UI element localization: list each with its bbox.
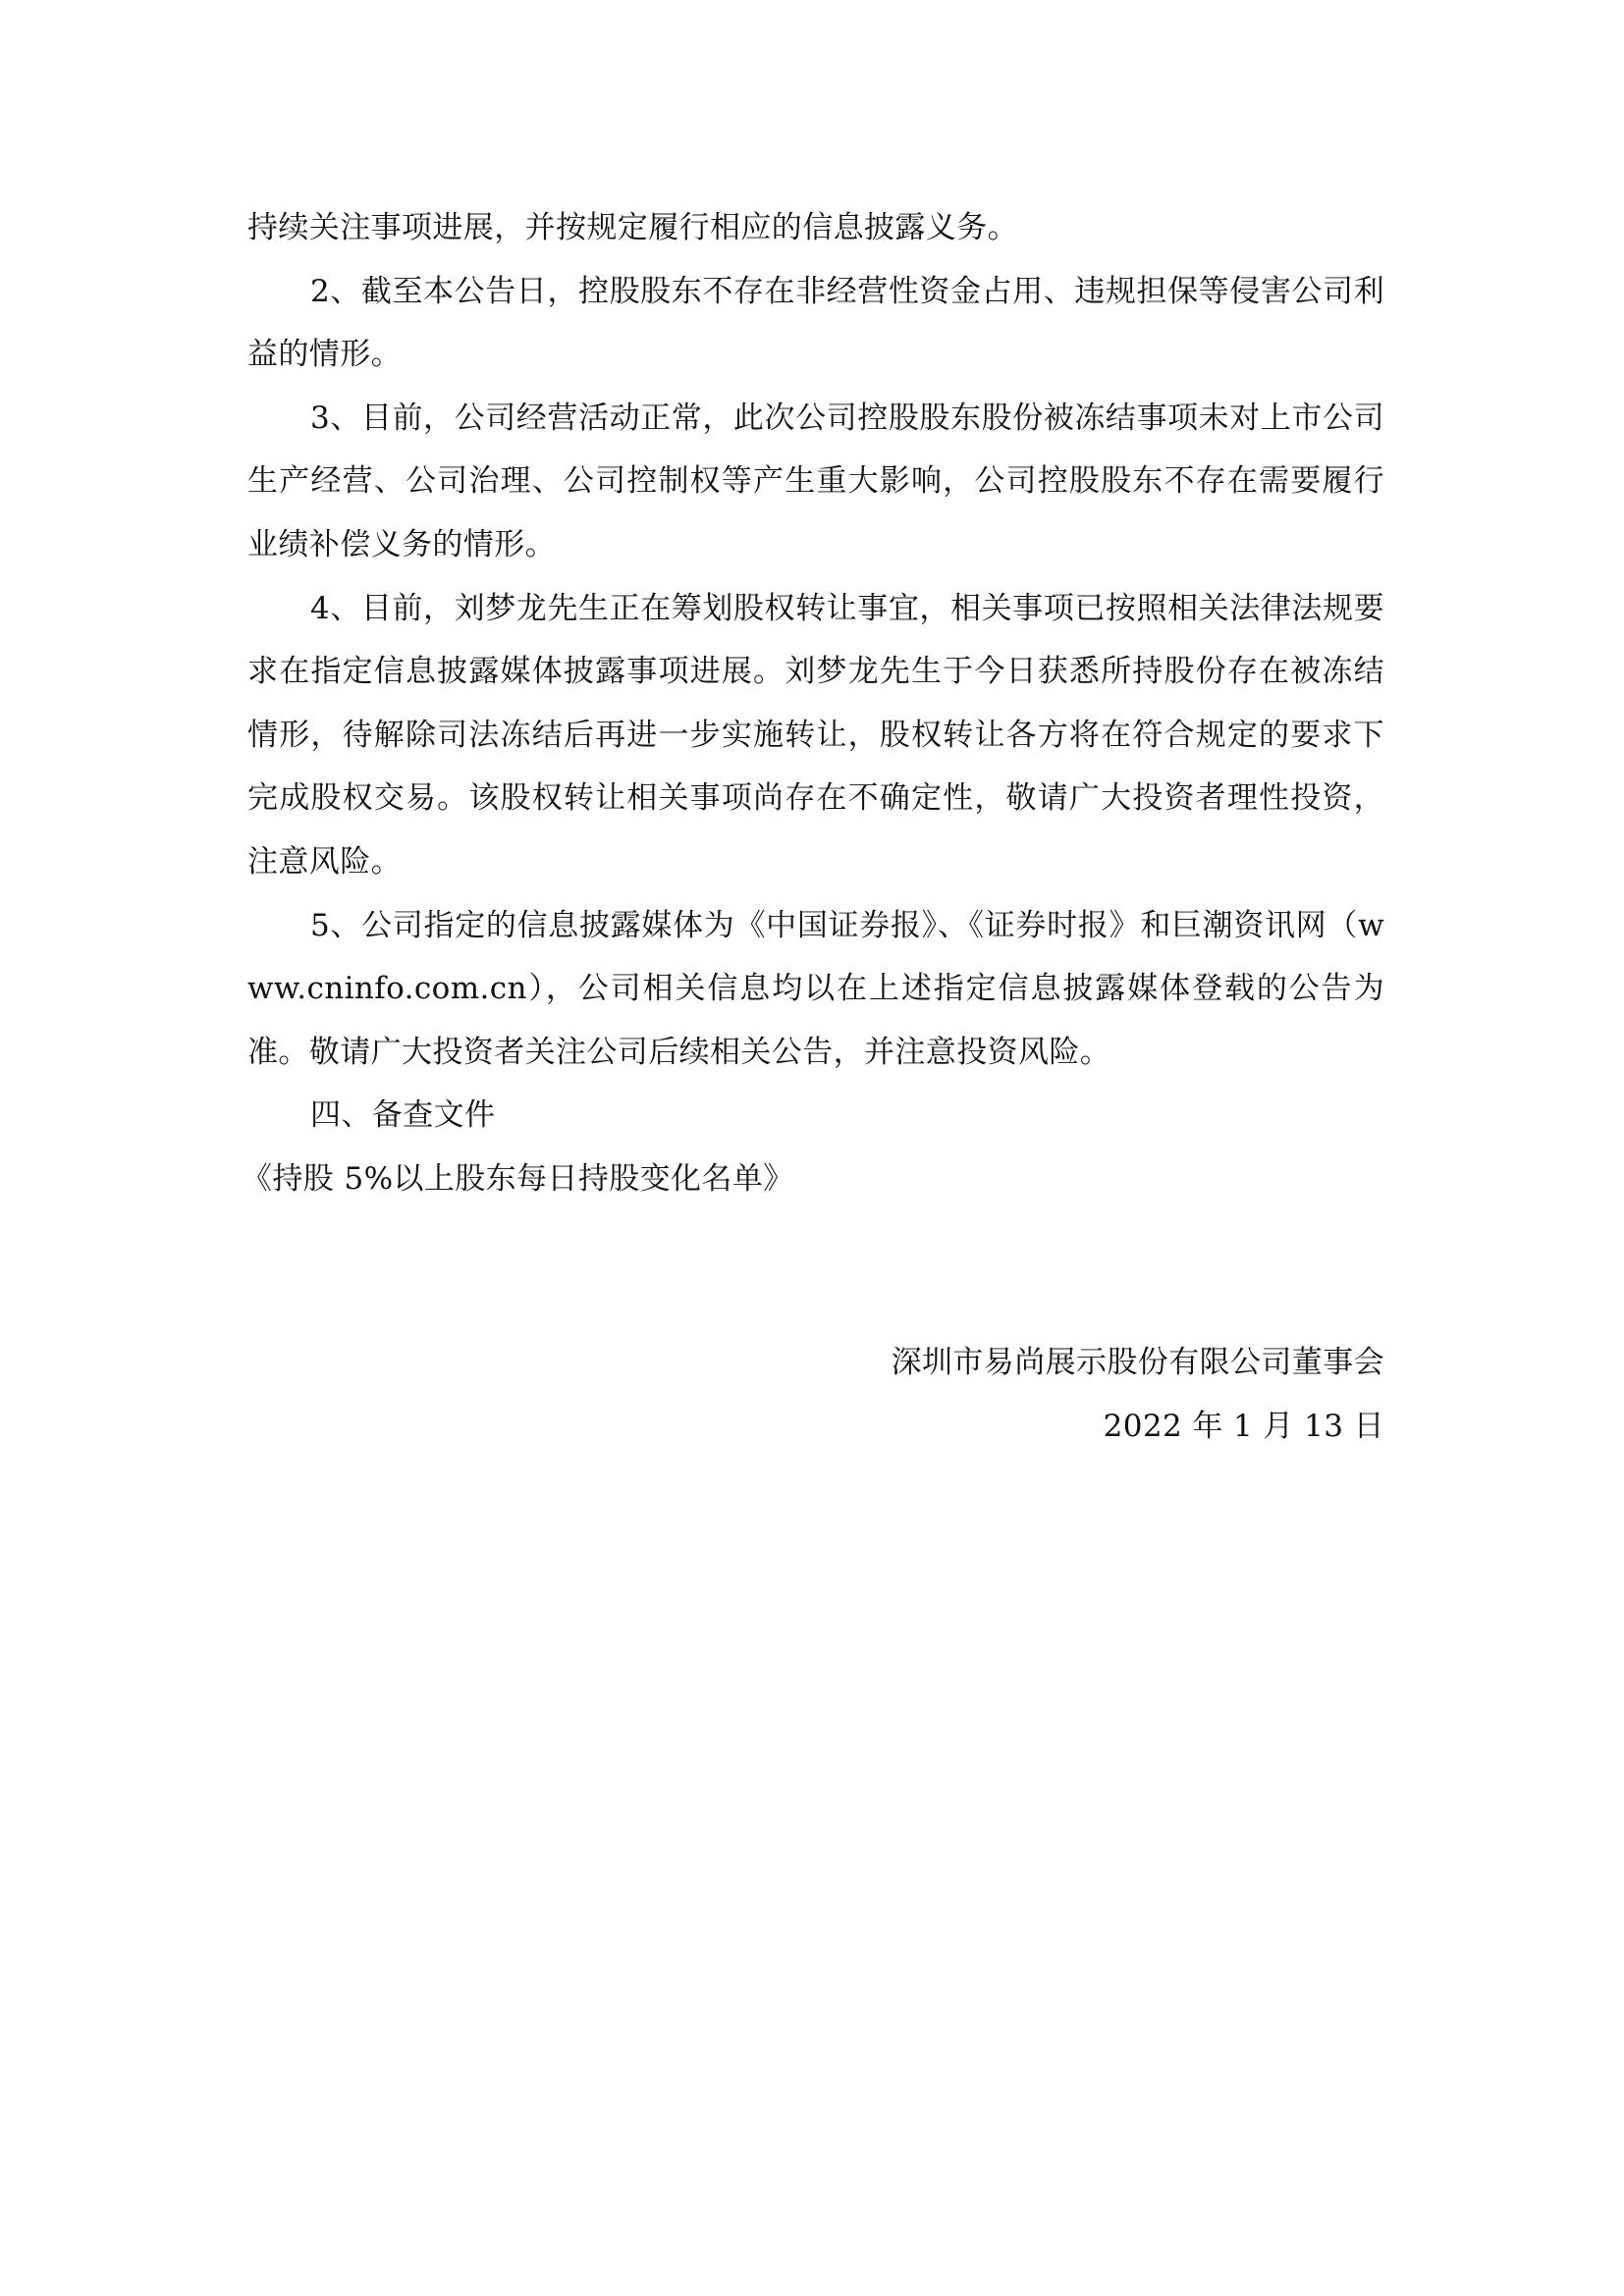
paragraph-continuation: 持续关注事项进展，并按规定履行相应的信息披露义务。: [247, 210, 1018, 245]
paragraph-item-5: 5、公司指定的信息披露媒体为《中国证券报》、《证券时报》和巨潮资讯网（www.cninfo.com.cn），公司相关信息均以在上述指定信息披露媒体登载的公告为准。敬请广大投资者关注公司后续相关公告，并注意投资风险。: [247, 907, 1384, 1070]
signature-date: 2022 年 1 月 13 日: [1103, 1408, 1384, 1444]
paragraph-item-3: 3、目前，公司经营活动正常，此次公司控股股东股份被冻结事项未对上市公司生产经营、公司治理、公司控制权等产生重大影响，公司控股股东不存在需要履行业绩补偿义务的情形。: [247, 400, 1384, 562]
signature-company: 深圳市易尚展示股份有限公司董事会: [891, 1345, 1384, 1380]
signature-block: [599, 1331, 1384, 1458]
document-body: [242, 196, 1384, 1211]
paragraph-item-4: 4、目前，刘梦龙先生正在筹划股权转让事宜，相关事项已按照相关法律法规要求在指定信息披露媒体披露事项进展。刘梦龙先生于今日获悉所持股份存在被冻结情形，待解除司法冻结后再进一步实施转让，股权转让各方将在符合规定的要求下完成股权交易。该股权转让相关事项尚存在不确定性，敬请广大投资者理性投资，注意风险。: [247, 590, 1384, 880]
reference-document: 《持股 5%以上股东每日持股变化名单》: [242, 1160, 794, 1197]
section-heading: 四、备查文件: [310, 1097, 496, 1134]
paragraph-item-2: 2、截至本公告日，控股股东不存在非经营性资金占用、违规担保等侵害公司利益的情形。: [247, 273, 1384, 373]
